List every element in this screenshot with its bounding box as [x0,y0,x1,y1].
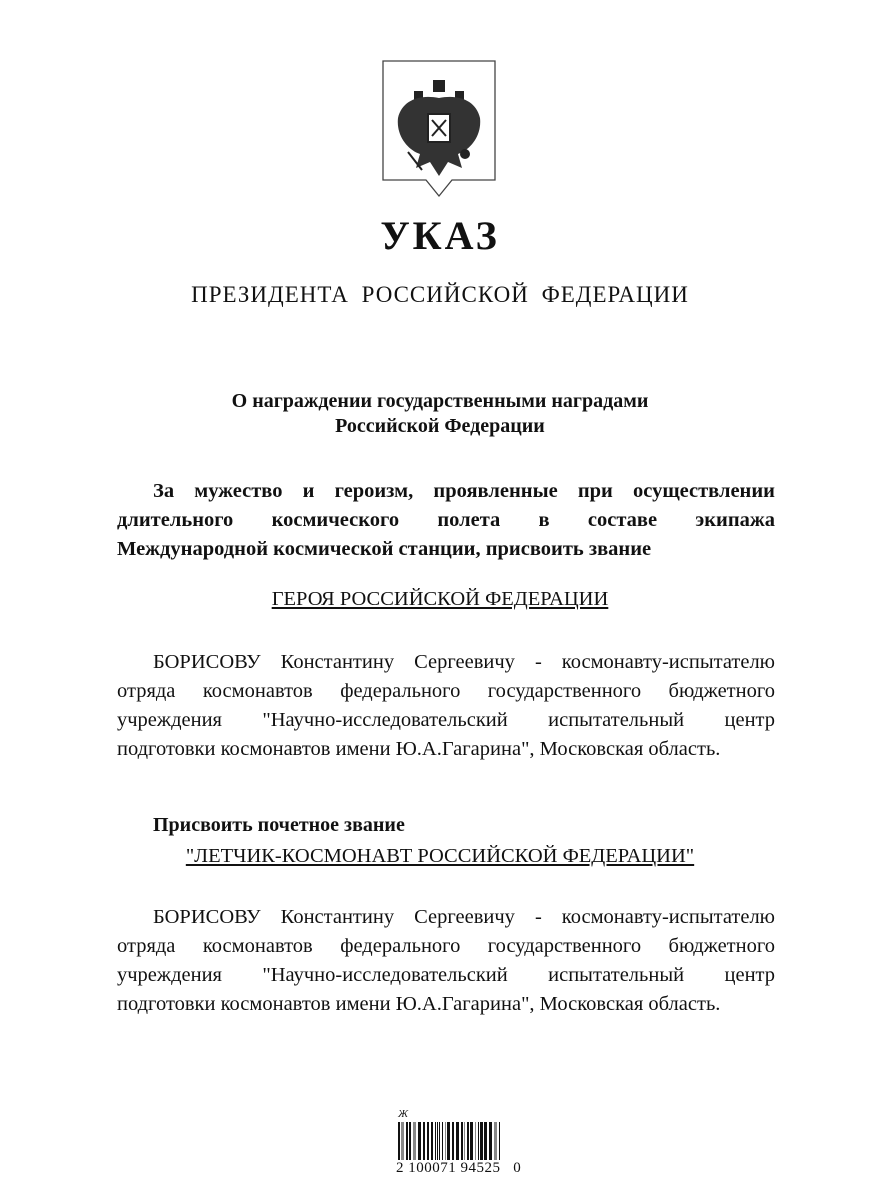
intro-line: За мужество и героизм, проявленные при осуществлении [153,480,775,502]
barcode-bar [427,1122,429,1160]
barcode-bar [437,1122,438,1160]
award1-title: ГЕРОЯ РОССИЙСКОЙ ФЕДЕРАЦИИ [271,588,609,610]
intro-line: Международной космической станции, присвоить звание [117,538,652,560]
barcode-bar [447,1122,450,1160]
award2-line: подготовки космонавтов имени Ю.А.Гагарина", Московская область. [117,993,721,1015]
barcode-bar [406,1122,408,1160]
award1-line: БОРИСОВУ Константину Сергеевичу - космонавту-испытателю [153,651,775,673]
award1-line: подготовки космонавтов имени Ю.А.Гагарина", Московская область. [117,738,721,760]
barcode [396,1122,506,1162]
award2-paragraph [117,903,775,1019]
coat-of-arms-emblem [380,58,498,198]
intro-paragraph [117,477,775,564]
award2-line: БОРИСОВУ Константину Сергеевичу - космонавту-испытателю [153,906,775,928]
barcode-bar [499,1122,500,1160]
document-title: УКАЗ [380,213,500,258]
award2-intro: Присвоить почетное звание [153,814,405,836]
barcode-bar [475,1122,476,1160]
barcode-bar [464,1122,465,1160]
barcode-bar [439,1122,440,1160]
barcode-bar [418,1122,421,1160]
barcode-bar [445,1122,446,1160]
award2-line: отряда космонавтов федерального государственного бюджетного [117,935,775,957]
barcode-bar [456,1122,459,1160]
award1-line: учреждения "Научно-исследовательский испытательный центр [117,709,775,731]
signature-mark: Ж [398,1108,409,1120]
barcode-bar [398,1122,400,1160]
barcode-bar [409,1122,411,1160]
award1-line: отряда космонавтов федерального государственного бюджетного [117,680,775,702]
barcode-bar [470,1122,473,1160]
barcode-bar [484,1122,487,1160]
subject-line-1: О награждении государственными наградами [231,390,649,412]
intro-line: длительного космического полета в составе экипажа [117,509,775,531]
award2-line: учреждения "Научно-исследовательский испытательный центр [117,964,775,986]
barcode-bar [478,1122,479,1160]
barcode-bar [401,1122,404,1160]
award1-paragraph [117,648,775,764]
document-subtitle: ПРЕЗИДЕНТА РОССИЙСКОЙ ФЕДЕРАЦИИ [191,282,689,307]
barcode-bar [461,1122,463,1160]
barcode-bar [480,1122,483,1160]
barcode-bar [423,1122,425,1160]
barcode-bar [442,1122,443,1160]
barcode-bar [431,1122,433,1160]
barcode-bar [467,1122,469,1160]
subject-line-2: Российской Федерации [335,415,545,437]
barcode-number: 2 100071 94525 0 [396,1160,522,1176]
barcode-bar [435,1122,436,1160]
barcode-bar [489,1122,492,1160]
barcode-bar [494,1122,497,1160]
award2-title: "ЛЕТЧИК-КОСМОНАВТ РОССИЙСКОЙ ФЕДЕРАЦИИ" [185,845,695,867]
barcode-bar [413,1122,416,1160]
barcode-bar [452,1122,454,1160]
